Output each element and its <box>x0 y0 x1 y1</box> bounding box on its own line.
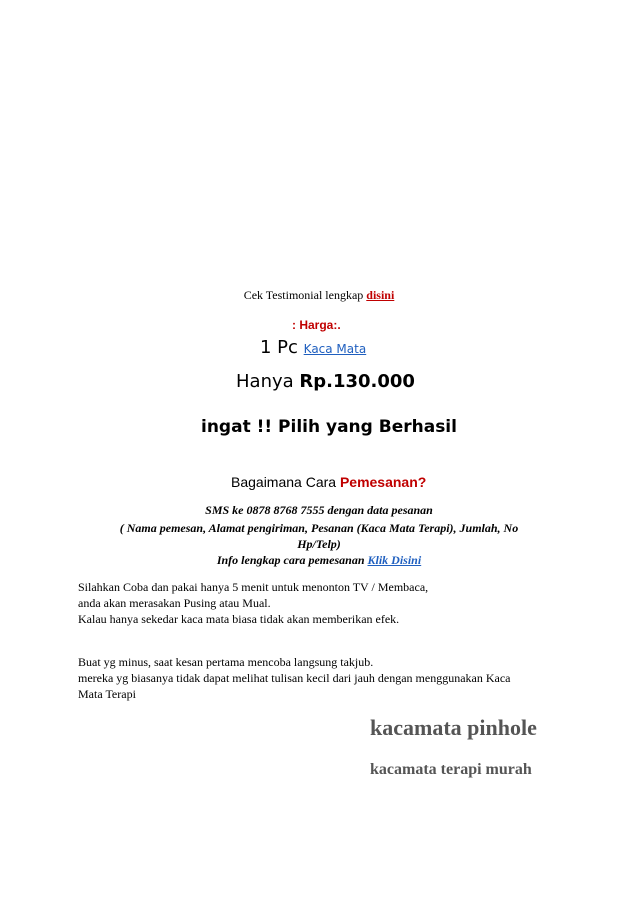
product-line <box>260 337 366 358</box>
order-info-prefix: Info lengkap cara pemesanan <box>216 553 368 567</box>
product-qty: 1 Pc <box>260 337 304 358</box>
price-line <box>236 371 415 392</box>
slogan: ingat !! Pilih yang Berhasil <box>201 417 457 437</box>
testimonial-line <box>0 288 638 303</box>
order-info-link[interactable]: Klik Disini <box>367 553 422 567</box>
order-heading <box>231 474 426 490</box>
paragraph-2-line-2: mereka yg biasanya tidak dapat melihat tulisan kecil dari jauh dengan menggunakan Kaca <box>78 671 511 685</box>
testimonial-link[interactable]: disini <box>366 288 395 302</box>
price-prefix: Hanya <box>236 371 300 392</box>
paragraph-2-line-3: Mata Terapi <box>78 687 136 701</box>
footer-title: kacamata pinhole <box>370 715 537 740</box>
sms-line-2: ( Nama pemesan, Alamat pengiriman, Pesanan (Kaca Mata Terapi), Jumlah, No <box>119 521 519 535</box>
testimonial-text: Cek Testimonial lengkap <box>243 288 367 302</box>
paragraph-1-line-1: Silahkan Coba dan pakai hanya 5 menit untuk menonton TV / Membaca, <box>78 580 429 594</box>
order-heading-prefix: Bagaimana Cara <box>231 474 340 490</box>
footer-subtitle: kacamata terapi murah <box>370 761 532 778</box>
order-heading-highlight: Pemesanan? <box>339 474 427 490</box>
sms-line-3: Hp/Telp) <box>297 537 341 551</box>
sms-line-1: SMS ke 0878 8768 7555 dengan data pesanan <box>205 503 433 517</box>
paragraph-1-line-3: Kalau hanya sekedar kaca mata biasa tidak akan memberikan efek. <box>78 612 400 626</box>
product-link[interactable]: Kaca Mata <box>303 342 367 356</box>
paragraph-2-line-1: Buat yg minus, saat kesan pertama mencoba langsung takjub. <box>78 655 374 669</box>
order-info-line <box>0 553 638 568</box>
paragraph-1-line-2: anda akan merasakan Pusing atau Mual. <box>78 596 271 610</box>
harga-label: : Harga:. <box>292 318 341 332</box>
price-value: Rp.130.000 <box>299 371 415 392</box>
